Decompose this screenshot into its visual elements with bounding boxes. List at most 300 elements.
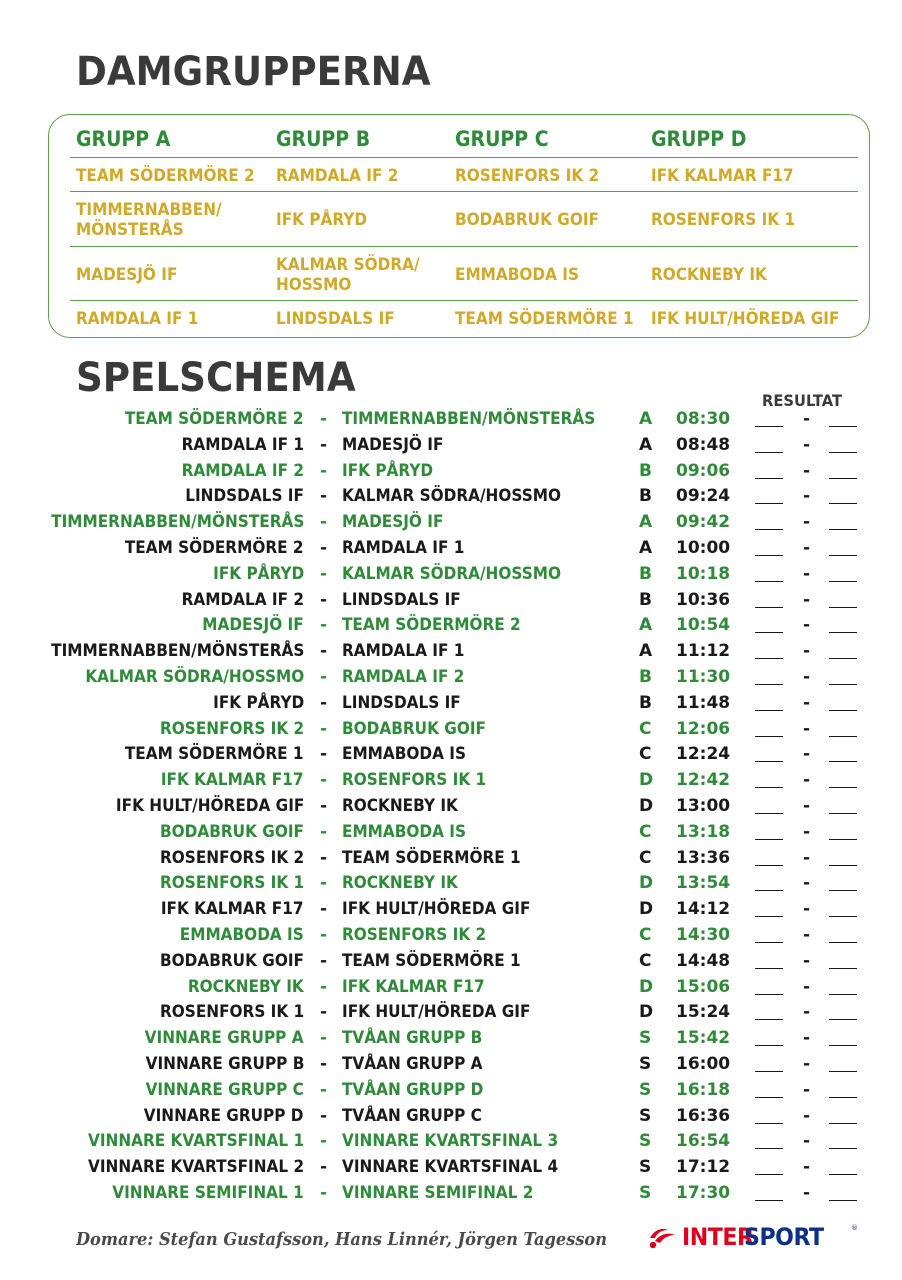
match-separator: - — [320, 899, 328, 920]
match-separator: - — [320, 718, 328, 739]
match-group: S — [639, 1079, 652, 1100]
result-home-blank[interactable] — [755, 438, 783, 453]
result-separator: - — [803, 589, 811, 610]
match-row — [0, 1077, 902, 1103]
result-away-blank[interactable] — [829, 464, 857, 479]
match-row — [0, 1180, 902, 1206]
match-separator: - — [320, 976, 328, 997]
match-group: D — [639, 796, 654, 816]
result-separator: - — [803, 1183, 811, 1203]
match-separator: - — [320, 1157, 328, 1178]
result-separator: - — [803, 512, 811, 533]
group-team: EMMABODA IS — [455, 265, 580, 285]
result-separator: - — [803, 1002, 811, 1023]
match-home-team: ROSENFORS IK 2 — [159, 718, 304, 739]
group-header: GRUPP A — [76, 127, 171, 151]
result-away-blank[interactable] — [829, 825, 857, 840]
match-time: 13:00 — [676, 796, 731, 816]
match-away-team: TEAM SÖDERMÖRE 1 — [342, 847, 521, 868]
result-home-blank[interactable] — [755, 567, 783, 582]
match-separator: - — [320, 667, 328, 687]
match-separator: - — [320, 538, 328, 558]
match-separator: - — [320, 873, 328, 894]
match-away-team: TVÅAN GRUPP C — [342, 1105, 482, 1126]
match-time: 09:06 — [676, 460, 731, 481]
group-team: BODABRUK GOIF — [455, 210, 599, 230]
match-group: C — [639, 821, 652, 842]
match-away-team: LINDSDALS IF — [342, 692, 461, 713]
match-separator: - — [320, 1183, 328, 1203]
result-separator: - — [803, 1028, 811, 1049]
match-home-team: KALMAR SÖDRA/HOSSMO — [85, 667, 304, 687]
result-separator: - — [803, 796, 811, 816]
match-home-team: BODABRUK GOIF — [160, 950, 304, 971]
result-separator: - — [803, 434, 811, 455]
match-home-team: VINNARE GRUPP D — [144, 1105, 304, 1126]
match-time: 14:48 — [676, 950, 731, 971]
group-divider-line — [70, 246, 858, 247]
match-time: 13:54 — [676, 873, 731, 894]
match-row — [0, 974, 902, 1000]
match-group: C — [639, 847, 652, 868]
result-home-blank[interactable] — [755, 670, 783, 685]
match-group: D — [639, 976, 654, 997]
match-away-team: TVÅAN GRUPP B — [342, 1028, 483, 1049]
match-row — [0, 896, 902, 922]
match-separator: - — [320, 847, 328, 868]
result-away-blank[interactable] — [829, 1083, 857, 1098]
group-team: KALMAR SÖDRA/ HOSSMO — [276, 255, 420, 295]
match-row — [0, 870, 902, 896]
group-divider-line — [70, 157, 858, 158]
group-team: IFK PÅRYD — [276, 210, 368, 230]
result-home-blank[interactable] — [755, 825, 783, 840]
match-away-team: RAMDALA IF 2 — [342, 667, 465, 687]
match-row — [0, 819, 902, 845]
result-separator: - — [803, 950, 811, 971]
match-time: 08:48 — [676, 434, 731, 455]
intersport-swoosh-icon — [648, 1224, 682, 1250]
logo-text-inter: INTER — [682, 1223, 754, 1251]
referees-line: Domare: Stefan Gustafsson, Hans Linnér, Jörgen Tagesson — [76, 1229, 608, 1250]
match-away-team: IFK HULT/HÖREDA GIF — [342, 1002, 531, 1023]
match-separator: - — [320, 950, 328, 971]
result-away-blank[interactable] — [829, 438, 857, 453]
result-separator: - — [803, 718, 811, 739]
group-team: ROSENFORS IK 2 — [455, 166, 600, 186]
group-team: IFK KALMAR F17 — [651, 166, 794, 186]
result-away-blank[interactable] — [829, 412, 857, 427]
match-separator: - — [320, 821, 328, 842]
match-home-team: IFK HULT/HÖREDA GIF — [115, 796, 304, 816]
match-away-team: TVÅAN GRUPP D — [342, 1079, 484, 1100]
result-away-blank[interactable] — [829, 489, 857, 504]
logo-text-sport: SPORT — [744, 1223, 824, 1251]
match-home-team: VINNARE SEMIFINAL 1 — [112, 1183, 304, 1203]
match-separator: - — [320, 925, 328, 945]
result-home-blank[interactable] — [755, 747, 783, 762]
match-separator: - — [320, 1054, 328, 1074]
match-group: A — [639, 434, 653, 455]
match-time: 11:12 — [676, 641, 731, 662]
match-away-team: VINNARE SEMIFINAL 2 — [342, 1183, 534, 1203]
match-time: 10:18 — [676, 563, 731, 584]
match-group: A — [639, 538, 653, 558]
result-away-blank[interactable] — [829, 928, 857, 943]
match-group: C — [639, 925, 652, 945]
match-time: 12:24 — [676, 744, 731, 765]
match-home-team: IFK KALMAR F17 — [161, 899, 304, 920]
result-home-blank[interactable] — [755, 1057, 783, 1072]
match-time: 14:12 — [676, 899, 731, 920]
match-home-team: LINDSDALS IF — [185, 486, 304, 507]
group-team: ROCKNEBY IK — [651, 265, 767, 285]
match-time: 16:00 — [676, 1054, 731, 1074]
result-home-blank[interactable] — [755, 980, 783, 995]
logo-registered-mark: ® — [851, 1224, 858, 1232]
match-time: 09:24 — [676, 486, 731, 507]
match-separator: - — [320, 770, 328, 791]
result-home-blank[interactable] — [755, 1109, 783, 1124]
match-away-team: TEAM SÖDERMÖRE 2 — [342, 615, 521, 636]
result-separator: - — [803, 641, 811, 662]
page-title: DAMGRUPPERNA — [76, 49, 431, 95]
match-row — [0, 845, 902, 871]
match-time: 17:30 — [676, 1183, 731, 1203]
schedule-title: SPELSCHEMA — [76, 355, 356, 401]
match-away-team: ROSENFORS IK 2 — [342, 925, 487, 945]
group-divider-line — [70, 300, 858, 301]
match-home-team: ROSENFORS IK 1 — [159, 1002, 304, 1023]
result-home-blank[interactable] — [755, 773, 783, 788]
match-home-team: BODABRUK GOIF — [160, 821, 304, 842]
match-separator: - — [320, 1131, 328, 1152]
match-group: S — [639, 1054, 652, 1074]
match-home-team: MADESJÖ IF — [202, 615, 304, 636]
match-home-team: IFK PÅRYD — [212, 563, 304, 584]
result-home-blank[interactable] — [755, 1186, 783, 1201]
result-away-blank[interactable] — [829, 1005, 857, 1020]
match-away-team: EMMABODA IS — [342, 821, 467, 842]
result-away-blank[interactable] — [829, 1134, 857, 1149]
match-separator: - — [320, 641, 328, 662]
match-row — [0, 767, 902, 793]
match-home-team: EMMABODA IS — [179, 925, 304, 945]
match-group: B — [639, 460, 652, 481]
match-time: 12:06 — [676, 718, 731, 739]
match-away-team: ROCKNEBY IK — [342, 873, 458, 894]
match-group: B — [639, 563, 652, 584]
match-group: S — [639, 1183, 652, 1203]
match-home-team: VINNARE GRUPP B — [145, 1054, 304, 1074]
match-separator: - — [320, 1002, 328, 1023]
match-row — [0, 741, 902, 767]
result-separator: - — [803, 873, 811, 894]
match-home-team: TIMMERNABBEN/MÖNSTERÅS — [50, 641, 304, 662]
result-home-blank[interactable] — [755, 928, 783, 943]
result-home-blank[interactable] — [755, 644, 783, 659]
match-home-team: VINNARE KVARTSFINAL 1 — [87, 1131, 304, 1152]
result-home-blank[interactable] — [755, 618, 783, 633]
match-home-team: ROSENFORS IK 2 — [159, 847, 304, 868]
match-separator: - — [320, 434, 328, 455]
result-separator: - — [803, 899, 811, 920]
match-row — [0, 1051, 902, 1077]
match-row — [0, 561, 902, 587]
match-away-team: EMMABODA IS — [342, 744, 467, 765]
match-group: C — [639, 950, 652, 971]
result-home-blank[interactable] — [755, 722, 783, 737]
match-time: 12:42 — [676, 770, 731, 791]
match-away-team: KALMAR SÖDRA/HOSSMO — [342, 486, 561, 507]
match-home-team: VINNARE GRUPP A — [145, 1028, 304, 1049]
match-separator: - — [320, 589, 328, 610]
group-team: TEAM SÖDERMÖRE 1 — [455, 309, 634, 329]
result-away-blank[interactable] — [829, 541, 857, 556]
match-group: D — [639, 770, 654, 791]
result-away-blank[interactable] — [829, 644, 857, 659]
match-row — [0, 1128, 902, 1154]
match-row — [0, 458, 902, 484]
match-home-team: IFK PÅRYD — [212, 692, 304, 713]
match-away-team: LINDSDALS IF — [342, 589, 461, 610]
result-separator: - — [803, 925, 811, 945]
match-group: S — [639, 1131, 652, 1152]
match-group: A — [639, 512, 653, 533]
group-team: MADESJÖ IF — [76, 265, 178, 285]
result-separator: - — [803, 744, 811, 765]
result-home-blank[interactable] — [755, 799, 783, 814]
result-separator: - — [803, 460, 811, 481]
match-row — [0, 793, 902, 819]
result-separator: - — [803, 821, 811, 842]
match-row — [0, 483, 902, 509]
result-separator: - — [803, 409, 811, 429]
match-away-team: RAMDALA IF 1 — [342, 538, 465, 558]
match-group: B — [639, 486, 652, 507]
match-away-team: ROCKNEBY IK — [342, 796, 458, 816]
result-separator: - — [803, 1054, 811, 1074]
match-time: 09:42 — [676, 512, 731, 533]
match-home-team: ROSENFORS IK 1 — [159, 873, 304, 894]
result-separator: - — [803, 563, 811, 584]
match-time: 10:00 — [676, 538, 731, 558]
result-away-blank[interactable] — [829, 876, 857, 891]
result-separator: - — [803, 538, 811, 558]
result-separator: - — [803, 1105, 811, 1126]
match-away-team: KALMAR SÖDRA/HOSSMO — [342, 563, 561, 584]
match-home-team: RAMDALA IF 1 — [181, 434, 304, 455]
result-away-blank[interactable] — [829, 773, 857, 788]
match-separator: - — [320, 744, 328, 765]
result-home-blank[interactable] — [755, 954, 783, 969]
result-home-blank[interactable] — [755, 1134, 783, 1149]
match-group: A — [639, 641, 653, 662]
result-separator: - — [803, 847, 811, 868]
result-home-blank[interactable] — [755, 876, 783, 891]
match-time: 16:18 — [676, 1079, 731, 1100]
match-time: 13:18 — [676, 821, 731, 842]
group-divider-line — [70, 191, 858, 192]
match-group: D — [639, 899, 654, 920]
match-away-team: TEAM SÖDERMÖRE 1 — [342, 950, 521, 971]
match-row — [0, 948, 902, 974]
match-group: D — [639, 873, 654, 894]
match-group: B — [639, 667, 652, 687]
match-time: 15:42 — [676, 1028, 731, 1049]
result-separator: - — [803, 1157, 811, 1178]
result-home-blank[interactable] — [755, 1031, 783, 1046]
match-home-team: IFK KALMAR F17 — [161, 770, 304, 791]
match-row — [0, 716, 902, 742]
result-home-blank[interactable] — [755, 1083, 783, 1098]
result-home-blank[interactable] — [755, 541, 783, 556]
result-separator: - — [803, 667, 811, 687]
match-home-team: RAMDALA IF 2 — [181, 589, 304, 610]
result-away-blank[interactable] — [829, 747, 857, 762]
match-group: A — [639, 409, 653, 429]
result-away-blank[interactable] — [829, 902, 857, 917]
match-home-team: TEAM SÖDERMÖRE 1 — [125, 744, 304, 765]
match-away-team: TIMMERNABBEN/MÖNSTERÅS — [342, 409, 596, 429]
match-time: 10:54 — [676, 615, 731, 636]
match-group: S — [639, 1105, 652, 1126]
match-separator: - — [320, 563, 328, 584]
match-group: D — [639, 1002, 654, 1023]
match-row — [0, 999, 902, 1025]
group-team: LINDSDALS IF — [276, 309, 395, 329]
result-away-blank[interactable] — [829, 618, 857, 633]
result-away-blank[interactable] — [829, 1160, 857, 1175]
match-home-team: TEAM SÖDERMÖRE 2 — [125, 538, 304, 558]
match-separator: - — [320, 692, 328, 713]
match-away-team: IFK KALMAR F17 — [342, 976, 485, 997]
match-group: C — [639, 718, 652, 739]
match-home-team: VINNARE KVARTSFINAL 2 — [87, 1157, 304, 1178]
result-separator: - — [803, 615, 811, 636]
result-separator: - — [803, 692, 811, 713]
result-away-blank[interactable] — [829, 670, 857, 685]
result-separator: - — [803, 1131, 811, 1152]
result-home-blank[interactable] — [755, 1005, 783, 1020]
result-home-blank[interactable] — [755, 902, 783, 917]
match-row — [0, 922, 902, 948]
match-separator: - — [320, 409, 328, 429]
match-time: 13:36 — [676, 847, 731, 868]
match-group: B — [639, 692, 652, 713]
match-away-team: MADESJÖ IF — [342, 512, 444, 533]
match-home-team: VINNARE GRUPP C — [145, 1079, 304, 1100]
result-home-blank[interactable] — [755, 851, 783, 866]
match-away-team: VINNARE KVARTSFINAL 4 — [342, 1157, 559, 1178]
result-separator: - — [803, 1079, 811, 1100]
match-row — [0, 432, 902, 458]
result-home-blank[interactable] — [755, 1160, 783, 1175]
result-away-blank[interactable] — [829, 1031, 857, 1046]
match-away-team: BODABRUK GOIF — [342, 718, 486, 739]
match-group: B — [639, 589, 652, 610]
result-away-blank[interactable] — [829, 1186, 857, 1201]
match-away-team: IFK HULT/HÖREDA GIF — [342, 899, 531, 920]
match-time: 11:48 — [676, 692, 731, 713]
match-away-team: VINNARE KVARTSFINAL 3 — [342, 1131, 559, 1152]
match-row — [0, 1154, 902, 1180]
match-row — [0, 612, 902, 638]
result-column-label: RESULTAT — [762, 391, 843, 410]
match-time: 15:24 — [676, 1002, 731, 1023]
match-row — [0, 690, 902, 716]
match-group: A — [639, 615, 653, 636]
match-group: C — [639, 744, 652, 765]
result-away-blank[interactable] — [829, 799, 857, 814]
group-team: RAMDALA IF 2 — [276, 166, 399, 186]
match-separator: - — [320, 460, 328, 481]
match-row — [0, 664, 902, 690]
match-home-team: TIMMERNABBEN/MÖNSTERÅS — [50, 512, 304, 533]
match-row — [0, 1103, 902, 1129]
result-away-blank[interactable] — [829, 567, 857, 582]
group-header: GRUPP C — [455, 127, 549, 151]
match-separator: - — [320, 1105, 328, 1126]
result-away-blank[interactable] — [829, 851, 857, 866]
group-team: TIMMERNABBEN/ MÖNSTERÅS — [76, 200, 222, 240]
result-away-blank[interactable] — [829, 722, 857, 737]
group-team: TEAM SÖDERMÖRE 2 — [76, 166, 255, 186]
result-home-blank[interactable] — [755, 515, 783, 530]
group-team: ROSENFORS IK 1 — [651, 210, 796, 230]
match-time: 16:36 — [676, 1105, 731, 1126]
result-separator: - — [803, 770, 811, 791]
group-team: IFK HULT/HÖREDA GIF — [651, 309, 840, 329]
match-row — [0, 535, 902, 561]
match-separator: - — [320, 486, 328, 507]
match-away-team: TVÅAN GRUPP A — [342, 1054, 483, 1074]
result-home-blank[interactable] — [755, 489, 783, 504]
result-separator: - — [803, 486, 811, 507]
group-header: GRUPP D — [651, 127, 747, 151]
match-away-team: MADESJÖ IF — [342, 434, 444, 455]
result-away-blank[interactable] — [829, 696, 857, 711]
match-separator: - — [320, 512, 328, 533]
result-home-blank[interactable] — [755, 412, 783, 427]
match-home-team: RAMDALA IF 2 — [181, 460, 304, 481]
match-separator: - — [320, 796, 328, 816]
result-away-blank[interactable] — [829, 980, 857, 995]
match-away-team: IFK PÅRYD — [342, 460, 434, 481]
match-away-team: RAMDALA IF 1 — [342, 641, 465, 662]
match-group: S — [639, 1028, 652, 1049]
match-group: S — [639, 1157, 652, 1178]
match-home-team: TEAM SÖDERMÖRE 2 — [125, 409, 304, 429]
result-home-blank[interactable] — [755, 593, 783, 608]
result-away-blank[interactable] — [829, 954, 857, 969]
match-row — [0, 638, 902, 664]
match-time: 10:36 — [676, 589, 731, 610]
match-time: 14:30 — [676, 925, 731, 945]
result-home-blank[interactable] — [755, 696, 783, 711]
match-separator: - — [320, 1028, 328, 1049]
result-away-blank[interactable] — [829, 515, 857, 530]
match-home-team: ROCKNEBY IK — [188, 976, 304, 997]
result-away-blank[interactable] — [829, 593, 857, 608]
match-time: 11:30 — [676, 667, 731, 687]
match-separator: - — [320, 615, 328, 636]
match-row — [0, 406, 902, 432]
result-home-blank[interactable] — [755, 464, 783, 479]
result-away-blank[interactable] — [829, 1109, 857, 1124]
result-away-blank[interactable] — [829, 1057, 857, 1072]
match-time: 08:30 — [676, 409, 731, 429]
